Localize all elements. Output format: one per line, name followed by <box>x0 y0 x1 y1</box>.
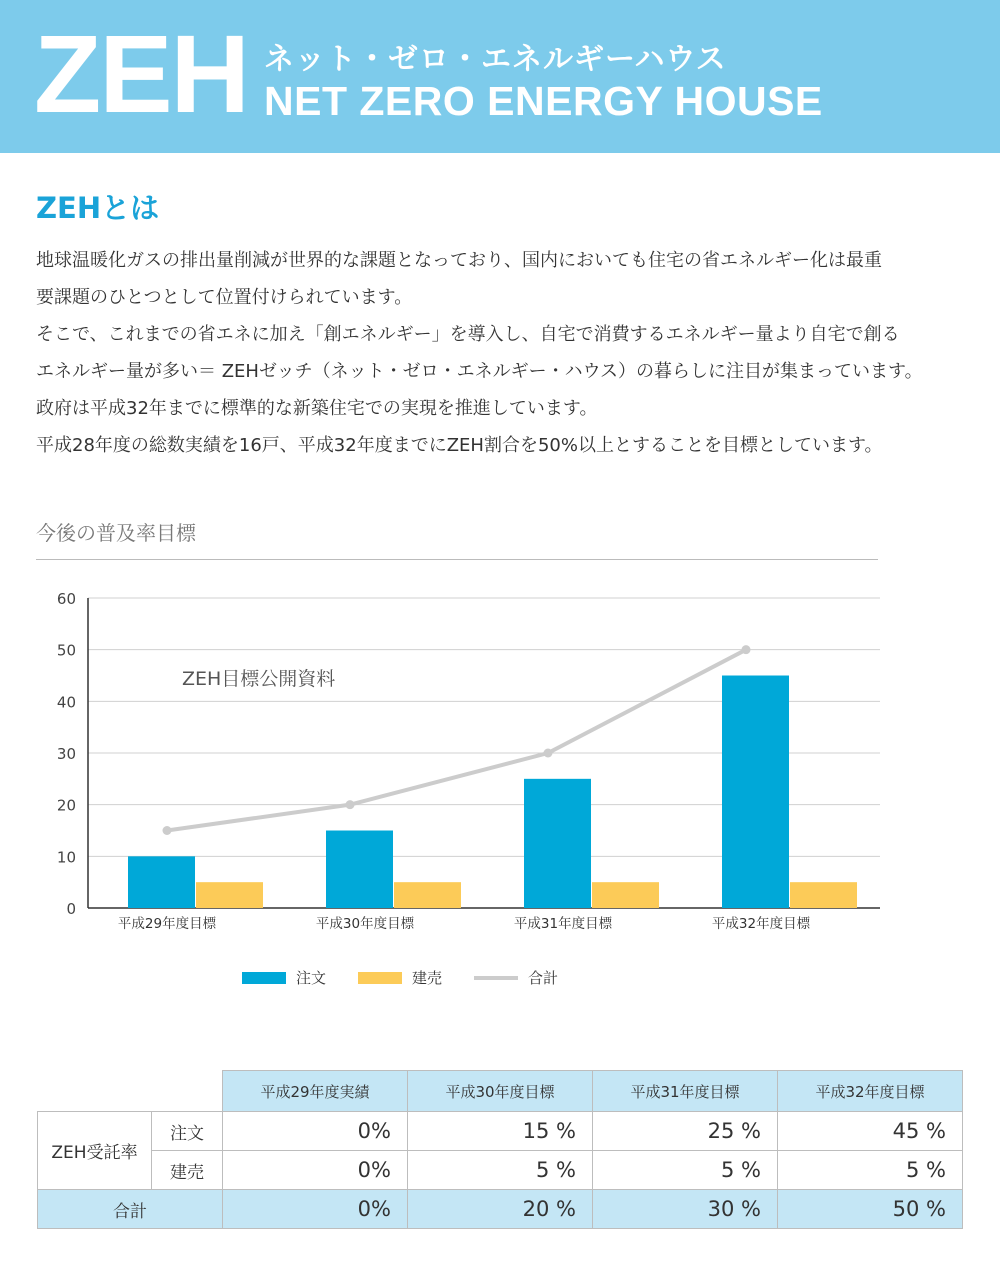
y-tick-label: 20 <box>56 796 76 815</box>
table-cell: 45 % <box>778 1112 963 1151</box>
intro-paragraph <box>36 242 976 464</box>
y-tick-label: 60 <box>56 590 76 608</box>
table-total-row <box>38 1190 963 1229</box>
table-group-label: ZEH受託率 <box>38 1112 152 1190</box>
intro-line: そこで、これまでの省エネに加え「創エネルギー」を導入し、自宅で消費するエネルギー量より自宅で創る <box>36 324 900 345</box>
table-header-cell: 平成30年度目標 <box>408 1071 593 1112</box>
table-row-label: 建売 <box>152 1151 223 1190</box>
intro-line: 政府は平成32年までに標準的な新築住宅での実現を推進しています。 <box>36 398 598 419</box>
x-tick-label: 平成32年度目標 <box>711 916 811 932</box>
y-tick-label: 30 <box>56 745 76 763</box>
table-corner <box>38 1071 223 1112</box>
zeh-rate-table <box>37 1070 963 1229</box>
table-header-cell: 平成29年度実績 <box>223 1071 408 1112</box>
bar-注文 <box>128 856 195 908</box>
section-heading: ZEHとは <box>36 191 160 225</box>
zeh-target-chart <box>0 580 1000 1000</box>
intro-line: 平成28年度の総数実績を16戸、平成32年度までにZEH割合を50%以上とすることを目標としています。 <box>36 435 883 456</box>
y-tick-label: 10 <box>56 848 76 867</box>
y-tick-label: 0 <box>66 900 76 918</box>
bar-注文 <box>524 779 591 908</box>
table-total-cell: 50 % <box>778 1190 963 1229</box>
legend-label: 建売 <box>412 969 443 987</box>
bar-建売 <box>592 882 659 908</box>
table-cell: 25 % <box>593 1112 778 1151</box>
table-cell: 5 % <box>778 1151 963 1190</box>
table-cell: 15 % <box>408 1112 593 1151</box>
bar-建売 <box>394 882 461 908</box>
header-jp-title: ネット・ゼロ・エネルギーハウス <box>264 42 727 77</box>
bar-建売 <box>790 882 857 908</box>
header-en-title: NET ZERO ENERGY HOUSE <box>264 78 823 124</box>
legend-label: 合計 <box>528 969 559 987</box>
table-total-cell: 20 % <box>408 1190 593 1229</box>
line-point <box>544 749 553 758</box>
x-tick-label: 平成29年度目標 <box>117 916 217 932</box>
table-total-label: 合計 <box>38 1190 223 1229</box>
table-cell: 0% <box>223 1151 408 1190</box>
intro-line: 要課題のひとつとして位置付けられています。 <box>36 287 413 308</box>
table-header-cell: 平成31年度目標 <box>593 1071 778 1112</box>
bar-注文 <box>326 831 393 909</box>
legend-swatch-建売 <box>358 972 402 984</box>
header-banner <box>0 0 1000 153</box>
table-row <box>38 1151 963 1190</box>
x-tick-label: 平成30年度目標 <box>315 916 415 932</box>
chart-title: 今後の普及率目標 <box>36 521 196 545</box>
x-tick-label: 平成31年度目標 <box>513 916 613 932</box>
table-header-row <box>38 1071 963 1112</box>
line-point <box>163 826 172 835</box>
table-row <box>38 1112 963 1151</box>
intro-line: 地球温暖化ガスの排出量削減が世界的な課題となっており、国内においても住宅の省エネルギー化は最重 <box>36 250 882 271</box>
y-tick-label: 40 <box>56 693 76 712</box>
table-total-cell: 30 % <box>593 1190 778 1229</box>
bar-建売 <box>196 882 263 908</box>
line-point <box>742 645 751 654</box>
table-header-cell: 平成32年度目標 <box>778 1071 963 1112</box>
bar-注文 <box>722 676 789 909</box>
zeh-logo: ZEH <box>34 13 248 136</box>
y-tick-label: 50 <box>56 641 76 660</box>
intro-line: エネルギー量が多い＝ ZEHゼッチ（ネット・ゼロ・エネルギー・ハウス）の暮らしに注目が集まっています。 <box>36 361 923 382</box>
chart-annotation: ZEH目標公開資料 <box>182 668 336 690</box>
chart-title-divider <box>36 559 878 560</box>
table-cell: 5 % <box>408 1151 593 1190</box>
legend-swatch-注文 <box>242 972 286 984</box>
legend-label: 注文 <box>296 969 327 987</box>
table-total-cell: 0% <box>223 1190 408 1229</box>
line-point <box>346 800 355 809</box>
table-row-label: 注文 <box>152 1112 223 1151</box>
table-cell: 0% <box>223 1112 408 1151</box>
table-cell: 5 % <box>593 1151 778 1190</box>
